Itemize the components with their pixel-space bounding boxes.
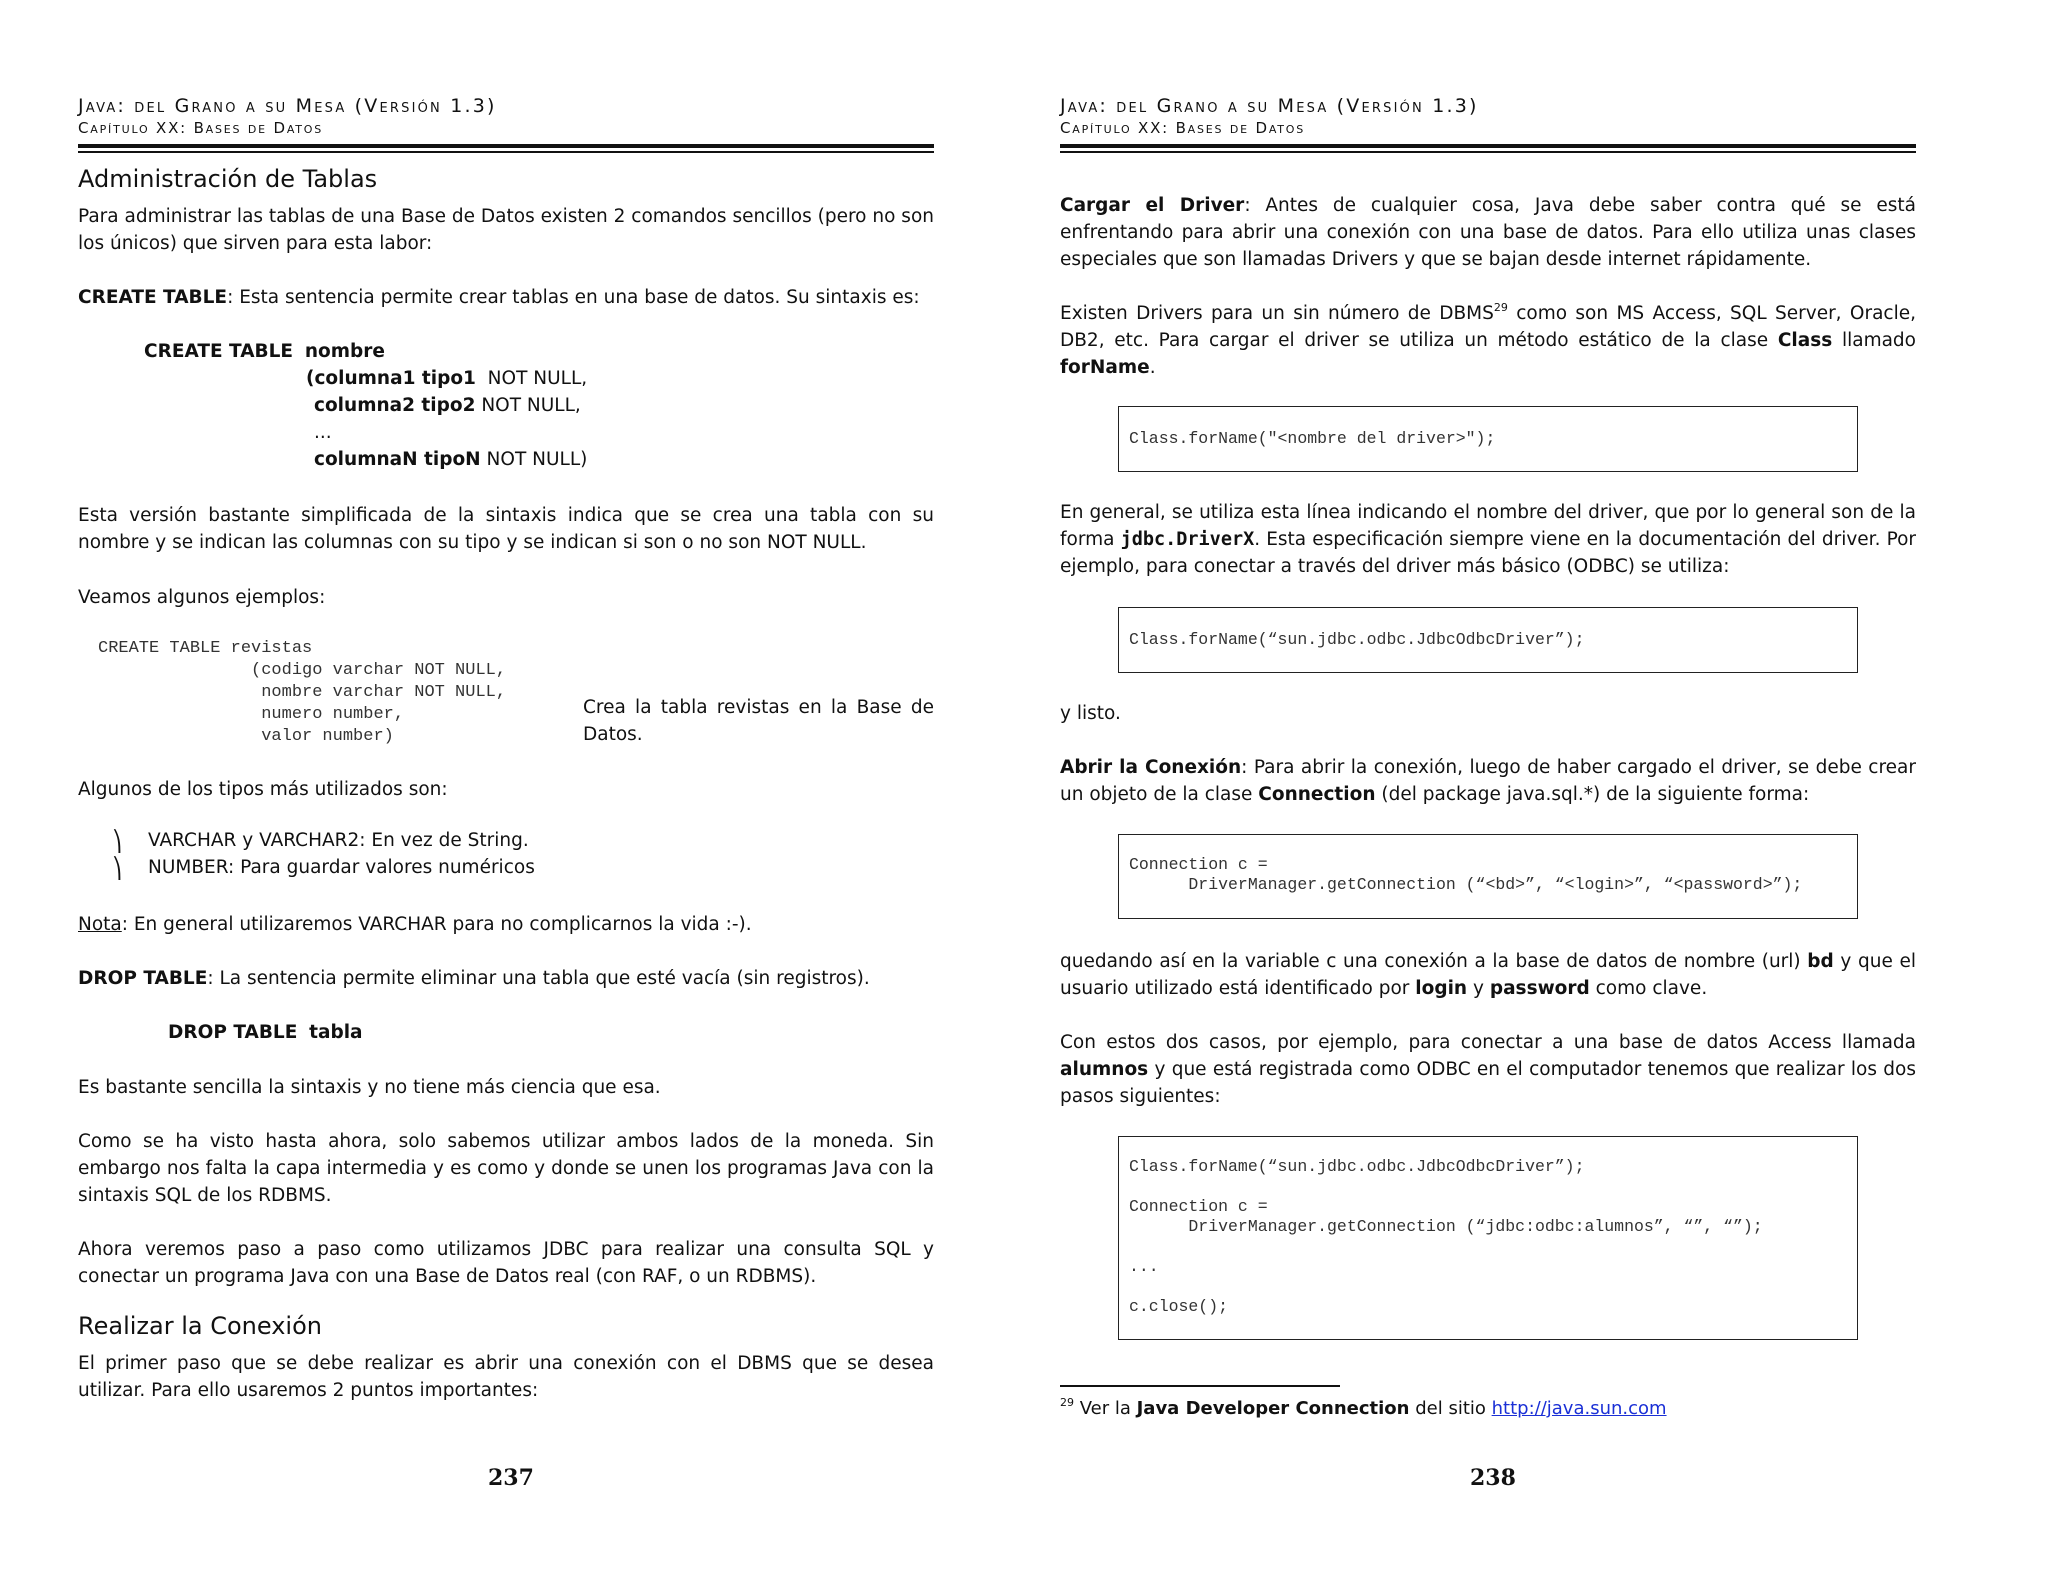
type-list-item: NUMBER: Para guardar valores numéricos: [148, 857, 535, 878]
type-list-item: VARCHAR y VARCHAR2: En vez de String.: [148, 830, 529, 851]
header-rule-thick: [78, 144, 934, 148]
nota-label: Nota: [78, 914, 122, 935]
code-line: DriverManager.getConnection (“jdbc:odbc:alumnos”, “”, “”);: [1129, 1217, 1763, 1236]
footnote-marker: 29: [1493, 301, 1508, 314]
paragraph-existen-drivers: Existen Drivers para un sin número de DBMS$^{29}$ como son MS Access, SQL Server, Oracle, DB2, etc. Para cargar el driver se utiliza un método estático de la clase Class llamado forName.: [1060, 301, 1916, 378]
syntax-line-3: columna2 tipo2 NOT NULL,: [314, 395, 581, 416]
footnote-rule: [1060, 1385, 1340, 1387]
header-rule-thin: [1060, 151, 1916, 153]
footnote-link[interactable]: http://java.sun.com: [1491, 1398, 1667, 1419]
syntax-line-1: CREATE TABLE nombre: [144, 341, 385, 362]
syntax-line-5: columnaN tipoN NOT NULL): [314, 449, 588, 470]
section-heading-admin: Administración de Tablas: [78, 165, 378, 193]
running-header-chapter: Capítulo XX: Bases de Datos: [78, 119, 324, 137]
paragraph-con-estos: Con estos dos casos, por ejemplo, para conectar a una base de datos Access llamada alumnos y que está registrada como ODBC en el computador tenemos que realizar los dos pasos siguientes:: [1060, 1032, 1916, 1107]
page-number: 238: [1470, 1465, 1516, 1491]
paragraph-abrir-conexion: Abrir la Conexión: Para abrir la conexión, luego de haber cargado el driver, se debe crear un objeto de la clase Connection (del package java.sql.*) de la siguiente forma:: [1060, 757, 1916, 805]
paragraph-jdbc: Ahora veremos paso a paso como utilizamos JDBC para realizar una consulta SQL y conectar un programa Java con una Base de Datos real (con RAF, o un RDBMS).: [78, 1239, 934, 1287]
paragraph-en-general: En general, se utiliza esta línea indicando el nombre del driver, que por lo general son de la forma jdbc.DriverX. Esta especificación siempre viene en la documentación del driver. Por ejemplo, para conectar a través del driver más básico (ODBC) se utiliza:: [1060, 502, 1916, 577]
code-line: Connection c =: [1129, 855, 1268, 874]
paragraph-examples-intro: Veamos algunos ejemplos:: [78, 587, 326, 608]
paragraph-primer-paso: El primer paso que se debe realizar es abrir una conexión con el DBMS que se desea utilizar. Para ello usaremos 2 puntos importantes:: [78, 1353, 934, 1401]
drop-table-label: DROP TABLE: [78, 968, 208, 989]
paragraph-create-table: CREATE TABLE: Esta sentencia permite crear tablas en una base de datos. Su sintaxis es:: [78, 287, 920, 308]
paragraph-intro: Para administrar las tablas de una Base de Datos existen 2 comandos sencillos (pero no son los únicos) que sirven para esta labor:: [78, 206, 934, 254]
paragraph-quedando: quedando así en la variable c una conexión a la base de datos de nombre (url) bd y que el usuario utilizado está identificado por login y password como clave.: [1060, 951, 1916, 999]
abrir-conexion-label: Abrir la Conexión: [1060, 757, 1242, 778]
code-line: ...: [1129, 1257, 1159, 1276]
code-line: c.close();: [1129, 1297, 1229, 1316]
header-rule-thick: [1060, 144, 1916, 148]
running-header-title: Java: del Grano a su Mesa (Versión 1.3): [1060, 95, 1479, 117]
example-note: Crea la tabla revistas en la Base de Datos.: [583, 697, 934, 745]
code-box-forname: [1118, 406, 1858, 472]
cargar-driver-label: Cargar el Driver: [1060, 195, 1245, 216]
bullet-icon: ⎞: [112, 856, 122, 880]
paragraph-nota: Nota: En general utilizaremos VARCHAR para no complicarnos la vida :-).: [78, 914, 752, 935]
drop-syntax: DROP TABLE tabla: [168, 1022, 363, 1043]
page-number: 237: [488, 1465, 534, 1491]
paragraph-y-listo: y listo.: [1060, 703, 1121, 724]
paragraph-drop-table: DROP TABLE: La sentencia permite eliminar una tabla que esté vacía (sin registros).: [78, 968, 870, 989]
code-line: Class.forName(“sun.jdbc.odbc.JdbcOdbcDriver”);: [1129, 630, 1585, 649]
paragraph-explain: Esta versión bastante simplificada de la sintaxis indica que se crea una tabla con su nombre y se indican las columnas con su tipo y se indican si son o no son NOT NULL.: [78, 505, 934, 553]
running-header-title: Java: del Grano a su Mesa (Versión 1.3): [78, 95, 497, 117]
paragraph-types-intro: Algunos de los tipos más utilizados son:: [78, 779, 448, 800]
code-line: Class.forName(“sun.jdbc.odbc.JdbcOdbcDriver”);: [1129, 1157, 1585, 1176]
footnote: $^{29}$ Ver la Java Developer Connection del sitio http://java.sun.com: [1060, 1396, 1667, 1419]
running-header-chapter: Capítulo XX: Bases de Datos: [1060, 119, 1306, 137]
code-line: Class.forName("<nombre del driver>");: [1129, 429, 1496, 448]
code-line: Connection c =: [1129, 1197, 1268, 1216]
bullet-icon: ⎞: [112, 829, 122, 853]
code-line: DriverManager.getConnection (“<bd>”, “<login>”, “<password>”);: [1129, 875, 1803, 894]
header-rule-thin: [78, 151, 934, 153]
code-box-connection: [1118, 834, 1858, 919]
code-box-alumnos: [1118, 1136, 1858, 1340]
section-heading-conexion: Realizar la Conexión: [78, 1312, 322, 1340]
syntax-line-2: (columna1 tipo1 NOT NULL,: [306, 368, 588, 389]
code-box-odbc-driver: [1118, 607, 1858, 673]
syntax-line-4: ...: [314, 422, 332, 443]
right-page: [1060, 0, 1916, 1582]
left-page: [78, 0, 934, 1582]
paragraph-moneda: Como se ha visto hasta ahora, solo sabemos utilizar ambos lados de la moneda. Sin embargo nos falta la capa intermedia y es como y donde se unen los programas Java con la sintaxis SQL de los RDBMS.: [78, 1131, 934, 1206]
paragraph-drop-simple: Es bastante sencilla la sintaxis y no tiene más ciencia que esa.: [78, 1077, 661, 1098]
example-code: CREATE TABLE revistas (codigo varchar NOT NULL, nombre varchar NOT NULL, numero number, valor number): [98, 639, 507, 746]
create-table-label: CREATE TABLE: [78, 287, 228, 308]
paragraph-cargar-driver: Cargar el Driver: Antes de cualquier cosa, Java debe saber contra qué se está enfrentando para abrir una conexión con una base de datos. Para ello utiliza unas clases especiales que son llamadas Drivers y que se bajan desde internet rápidamente.: [1060, 195, 1916, 270]
